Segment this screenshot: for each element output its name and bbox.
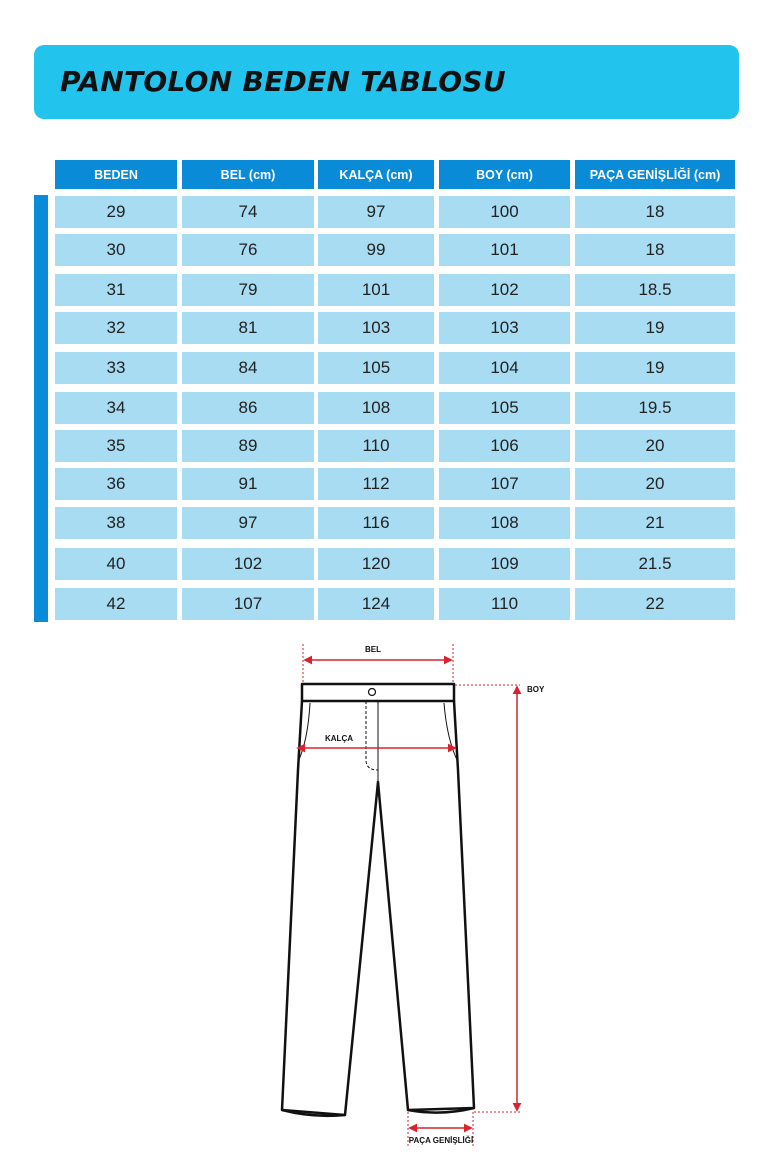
page-title: PANTOLON BEDEN TABLOSU <box>60 65 506 98</box>
length-label: BOY <box>527 685 545 694</box>
cell-hip: 108 <box>318 392 434 424</box>
waist-label: BEL <box>365 645 381 654</box>
cell-size: 33 <box>55 352 177 384</box>
cell-leg-opening: 20 <box>575 430 735 462</box>
cell-leg-opening: 18.5 <box>575 274 735 306</box>
cell-leg-opening: 19 <box>575 312 735 344</box>
cell-size: 29 <box>55 196 177 228</box>
column-header-hip: KALÇA (cm) <box>318 160 434 189</box>
cell-hip: 99 <box>318 234 434 266</box>
cell-waist: 107 <box>182 588 314 620</box>
cell-hip: 124 <box>318 588 434 620</box>
hip-measure <box>298 734 455 748</box>
cell-leg-opening: 21 <box>575 507 735 539</box>
cell-waist: 102 <box>182 548 314 580</box>
cell-leg-opening: 19.5 <box>575 392 735 424</box>
cell-length: 108 <box>439 507 570 539</box>
cell-length: 106 <box>439 430 570 462</box>
cell-size: 35 <box>55 430 177 462</box>
cell-waist: 84 <box>182 352 314 384</box>
column-header-waist: BEL (cm) <box>182 160 314 189</box>
cell-size: 31 <box>55 274 177 306</box>
cell-leg-opening: 18 <box>575 196 735 228</box>
cell-size: 32 <box>55 312 177 344</box>
cell-hip: 110 <box>318 430 434 462</box>
cell-length: 109 <box>439 548 570 580</box>
column-header-length: BOY (cm) <box>439 160 570 189</box>
column-header-size: BEDEN <box>55 160 177 189</box>
cell-waist: 91 <box>182 468 314 500</box>
cell-waist: 97 <box>182 507 314 539</box>
cell-hip: 112 <box>318 468 434 500</box>
hip-label: KALÇA <box>325 734 353 743</box>
cell-waist: 79 <box>182 274 314 306</box>
cell-waist: 81 <box>182 312 314 344</box>
cell-waist: 74 <box>182 196 314 228</box>
cell-hip: 101 <box>318 274 434 306</box>
cell-waist: 76 <box>182 234 314 266</box>
cell-hip: 120 <box>318 548 434 580</box>
cell-leg-opening: 21.5 <box>575 548 735 580</box>
trouser-outline <box>282 684 474 1116</box>
cell-hip: 97 <box>318 196 434 228</box>
cell-size: 34 <box>55 392 177 424</box>
cell-hip: 116 <box>318 507 434 539</box>
cell-length: 105 <box>439 392 570 424</box>
cell-length: 110 <box>439 588 570 620</box>
cell-leg-opening: 20 <box>575 468 735 500</box>
cell-size: 36 <box>55 468 177 500</box>
cell-size: 40 <box>55 548 177 580</box>
cell-size: 42 <box>55 588 177 620</box>
cell-leg-opening: 22 <box>575 588 735 620</box>
cell-leg-opening: 18 <box>575 234 735 266</box>
leg-opening-measure <box>408 1112 473 1146</box>
cell-length: 104 <box>439 352 570 384</box>
cell-size: 38 <box>55 507 177 539</box>
cell-length: 101 <box>439 234 570 266</box>
cell-hip: 105 <box>318 352 434 384</box>
cell-waist: 86 <box>182 392 314 424</box>
length-measure <box>455 685 545 1112</box>
cell-length: 107 <box>439 468 570 500</box>
cell-size: 30 <box>55 234 177 266</box>
cell-hip: 103 <box>318 312 434 344</box>
cell-length: 103 <box>439 312 570 344</box>
cell-leg-opening: 19 <box>575 352 735 384</box>
waist-measure <box>303 644 453 684</box>
column-header-leg-opening: PAÇA GENİŞLİĞİ (cm) <box>575 160 735 189</box>
cell-length: 102 <box>439 274 570 306</box>
leg-opening-label: PAÇA GENİŞLİĞİ <box>408 1136 474 1145</box>
cell-waist: 89 <box>182 430 314 462</box>
cell-length: 100 <box>439 196 570 228</box>
